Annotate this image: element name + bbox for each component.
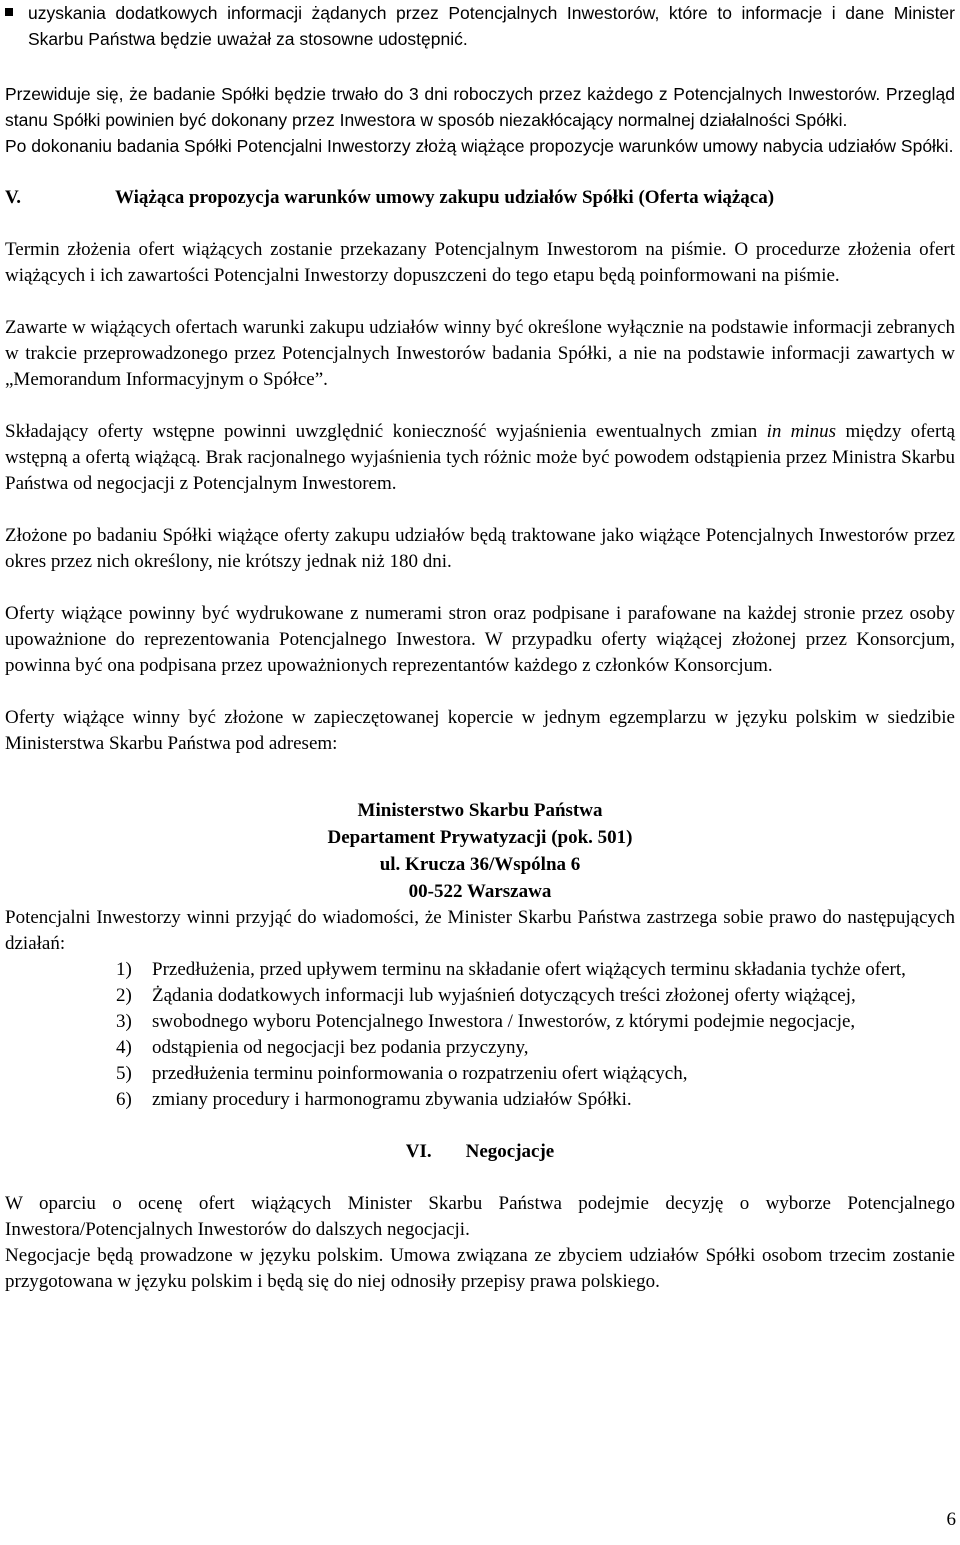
list-item: 1) Przedłużenia, przed upływem terminu na składanie ofert wiążących terminu składania tychże ofert, [116, 959, 906, 980]
rights-list [5, 957, 955, 1113]
square-bullet-icon [5, 8, 13, 16]
section-title: Wiążąca propozycja warunków umowy zakupu udziałów Spółki (Oferta wiążąca) [115, 187, 775, 208]
paragraph-zlozone: Złożone po badaniu Spółki wiążące oferty zakupu udziałów będą traktowane jako wiążące Potencjalnych Inwestorów przez okres przez nich określony, nie krótszy jednak niż 180 dni. [5, 525, 955, 572]
address-block [5, 797, 955, 905]
bullet-item [5, 0, 955, 52]
list-item: 4) odstąpienia od negocjacji bez podania przyczyny, [116, 1037, 529, 1058]
paragraph-skladajacy: Składający oferty wstępne powinni uwzględnić konieczność wyjaśnienia ewentualnych zmian in minus między ofertą wstępną a ofertą wiążącą. Brak racjonalnego wyjaśnienia tych różnic może być powodem odstąpienia przez Ministra Skarbu Państwa od negocjacji z Potencjalnym Inwestorem. [5, 421, 956, 494]
address-line: 00-522 Warszawa [408, 881, 552, 902]
section-title: Negocjacje [465, 1141, 555, 1162]
paragraph-termin: Termin złożenia ofert wiążących zostanie przekazany Potencjalnym Inwestorom na piśmie. O procedurze złożenia ofert wiążących i ich zawartości Potencjalni Inwestorzy dopuszczeni do tego etapu będą poinformowani na piśmie. [5, 239, 955, 286]
paragraph-duration: Przewiduje się, że badanie Spółki będzie trwało do 3 dni roboczych przez każdego z Potencjalnych Inwestorów. Przegląd stanu Spółki powinien być dokonany przez Inwestora w sposób niezakłócający normalnej działalności Spółki. [5, 84, 955, 130]
section-number: VI. [405, 1141, 432, 1162]
paragraph-negocjacje: Negocjacje będą prowadzone w języku polskim. Umowa związana ze zbyciem udziałów Spółki osobom trzecim zostanie przygotowana w języku polskim i będą się do niej odnosiły przepisy prawa polskiego. [5, 1245, 955, 1292]
paragraph-oparciu: W oparciu o ocenę ofert wiążących Minister Skarbu Państwa podejmie decyzję o wyborze Potencjalnego Inwestora/Potencjalnych Inwestorów do dalszych negocjacji. [5, 1193, 955, 1240]
address-line: Departament Prywatyzacji (pok. 501) [327, 827, 633, 848]
section-heading-vi [5, 1139, 955, 1165]
section-number: V. [5, 187, 22, 208]
address-line: Ministerstwo Skarbu Państwa [357, 800, 603, 821]
section-heading-v [5, 185, 955, 211]
list-item: 3) swobodnego wyboru Potencjalnego Inwestora / Inwestorów, z którymi podejmie negocjacje, [116, 1011, 856, 1032]
bullet-text: uzyskania dodatkowych informacji żądanych przez Potencjalnych Inwestorów, które to informacje i dane Minister Skarbu Państwa będzie uważał za stosowne udostępnić. [28, 3, 955, 49]
list-item: 6) zmiany procedury i harmonogramu zbywania udziałów Spółki. [116, 1089, 632, 1110]
italic-phrase: in minus [766, 421, 837, 442]
list-item: 5) przedłużenia terminu poinformowania o rozpatrzeniu ofert wiążących, [116, 1063, 688, 1084]
paragraph-oferty-submission: Oferty wiążące winny być złożone w zapieczętowanej kopercie w jednym egzemplarzu w języku polskim w siedzibie Ministerstwa Skarbu Państwa pod adresem: [5, 707, 955, 754]
address-line: ul. Krucza 36/Wspólna 6 [379, 854, 581, 875]
paragraph-zawarte: Zawarte w wiążących ofertach warunki zakupu udziałów winny być określone wyłącznie na podstawie informacji zebranych w trakcie przeprowadzonego przez Potencjalnych Inwestorów badania Spółki, a nie na podstawie informacji zawartych w „Memorandum Informacyjnym o Spółce”. [5, 317, 955, 390]
list-item: 2) Żądania dodatkowych informacji lub wyjaśnień dotyczących treści złożonej oferty wiążącej, [116, 985, 856, 1006]
paragraph-potencjalni: Potencjalni Inwestorzy winni przyjąć do wiadomości, że Minister Skarbu Państwa zastrzega sobie prawo do następujących działań: [5, 907, 955, 954]
paragraph-after-review: Po dokonaniu badania Spółki Potencjalni Inwestorzy złożą wiążące propozycje warunków umowy nabycia udziałów Spółki. [5, 136, 954, 156]
document-page [5, 0, 955, 1295]
paragraph-oferty-signing: Oferty wiążące powinny być wydrukowane z numerami stron oraz podpisane i parafowane na każdej stronie przez osoby upoważnione do reprezentowania Potencjalnego Inwestora. W przypadku oferty wiążącej złożonej przez Konsorcjum, powinna być ona podpisana przez upoważnionych reprezentantów każdego z członków Konsorcjum. [5, 603, 955, 676]
page-number: 6 [946, 1509, 956, 1530]
